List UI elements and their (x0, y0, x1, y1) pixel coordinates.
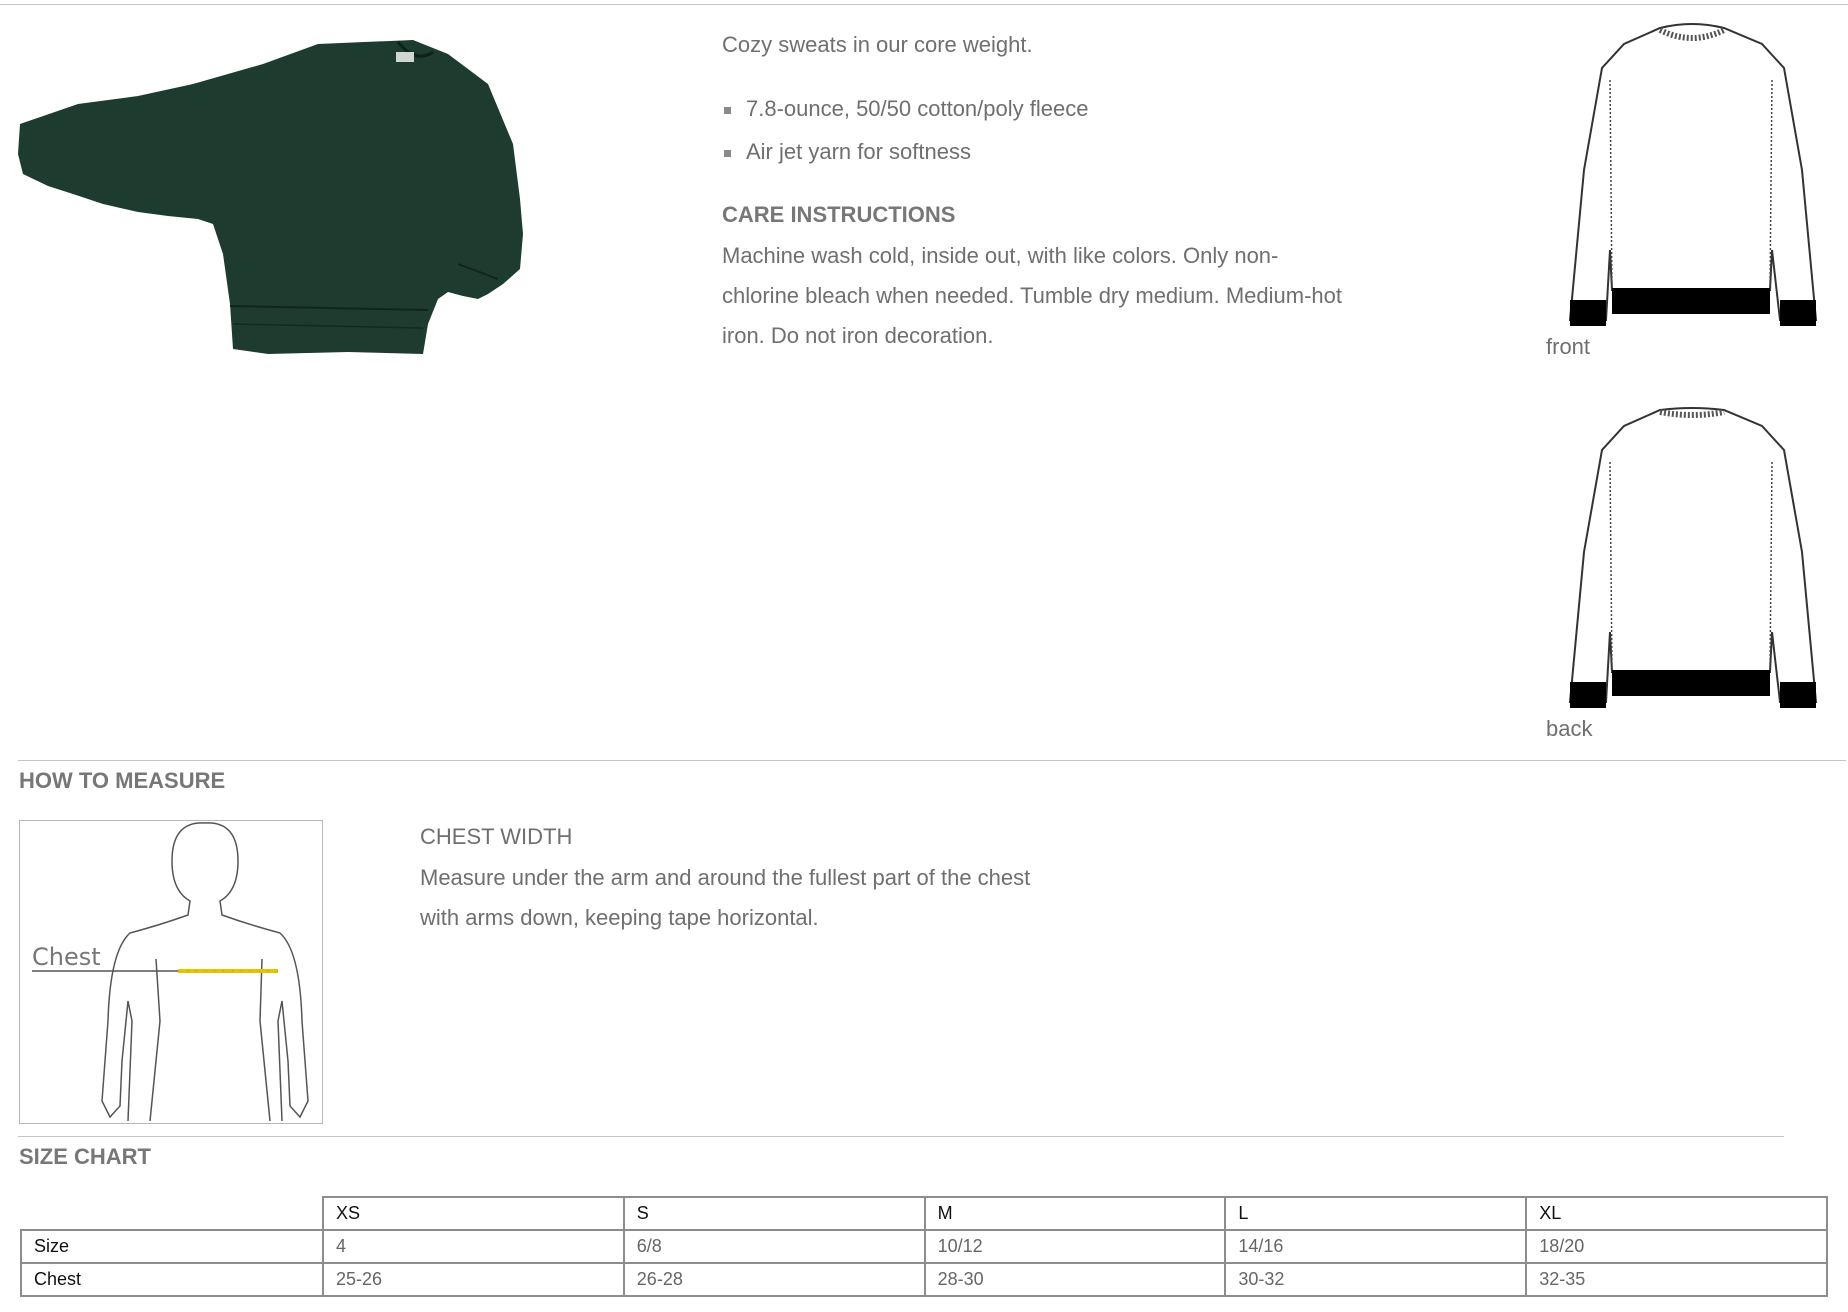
column-header: M (925, 1197, 1226, 1230)
column-header: L (1225, 1197, 1526, 1230)
table-row (21, 1230, 1827, 1263)
table-cell: 28-30 (925, 1263, 1226, 1296)
feature-item: Air jet yarn for softness (722, 139, 1088, 182)
size-chart-table (20, 1196, 1828, 1297)
care-instructions-text: Machine wash cold, inside out, with like colors. Only non-chlorine bleach when needed. Tumble dry medium. Medium-hot iron. Do not iron decoration. (722, 243, 1342, 348)
table-cell: 14/16 (1225, 1230, 1526, 1263)
column-header: S (624, 1197, 925, 1230)
table-cell: 30-32 (1225, 1263, 1526, 1296)
back-label: back (1546, 716, 1593, 741)
front-sketch-image (1562, 20, 1824, 332)
table-header-row (21, 1197, 1827, 1230)
top-divider (0, 4, 1848, 5)
column-header: XS (323, 1197, 624, 1230)
row-label: Chest (21, 1263, 323, 1296)
feature-item: 7.8-ounce, 50/50 cotton/poly fleece (722, 96, 1088, 139)
section-divider (18, 760, 1846, 761)
measure-diagram (19, 820, 323, 1124)
column-header: XL (1526, 1197, 1827, 1230)
table-cell: 18/20 (1526, 1230, 1827, 1263)
table-cell: 25-26 (323, 1263, 624, 1296)
section-divider (18, 1136, 1784, 1137)
product-intro: Cozy sweats in our core weight. (722, 32, 1033, 57)
table-row (21, 1263, 1827, 1296)
table-cell: 6/8 (624, 1230, 925, 1263)
table-cell: 10/12 (925, 1230, 1226, 1263)
back-sketch-image (1562, 402, 1824, 714)
table-cell: 4 (323, 1230, 624, 1263)
chest-width-text: Measure under the arm and around the fullest part of the chest with arms down, keeping tape horizontal. (420, 865, 1031, 930)
table-corner-cell (21, 1197, 323, 1230)
feature-list (722, 96, 1088, 182)
table-cell: 26-28 (624, 1263, 925, 1296)
how-to-measure-title: HOW TO MEASURE (19, 768, 226, 793)
size-chart-title: SIZE CHART (19, 1144, 151, 1169)
body-outline-image (20, 821, 322, 1123)
product-photo (18, 24, 608, 424)
sweatshirt-image (18, 40, 523, 354)
row-label: Size (21, 1230, 323, 1263)
table-cell: 32-35 (1526, 1263, 1827, 1296)
chest-width-title: CHEST WIDTH (420, 824, 573, 849)
front-label: front (1546, 334, 1591, 359)
care-instructions-title: CARE INSTRUCTIONS (722, 202, 956, 227)
chest-diagram-label: Chest (32, 943, 101, 971)
